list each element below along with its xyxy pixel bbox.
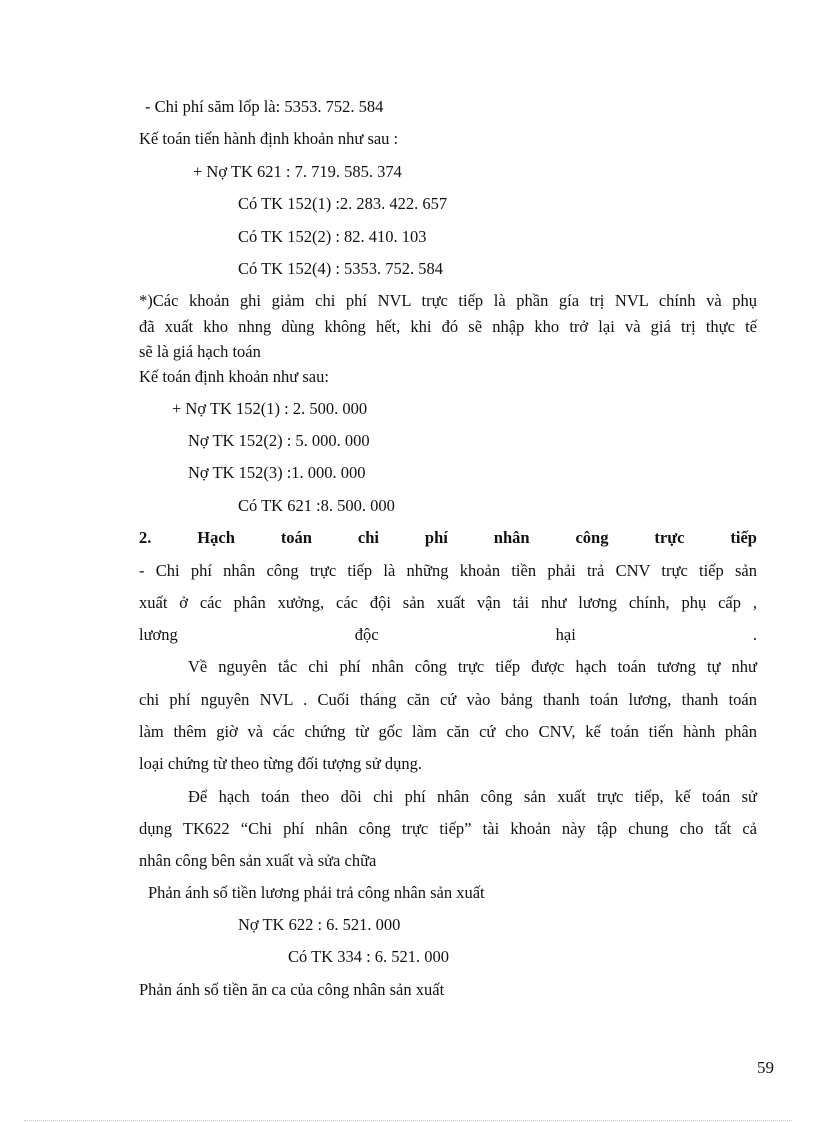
entry-line: + Nợ TK 152(1) : 2. 500. 000 xyxy=(172,399,368,418)
heading-word: trực xyxy=(654,528,685,547)
entry-line: Có TK 152(4) : 5353. 752. 584 xyxy=(238,259,444,278)
text-line: làm thêm giờ và các chứng từ gốc làm căn cứ cho CNV, kế toán tiến hành phân xyxy=(139,722,757,741)
heading-word: phí xyxy=(424,528,448,547)
text-line: dụng TK622 “Chi phí nhân công trực tiếp” tài khoản này tập chung cho tất cả xyxy=(139,819,757,838)
entry-line: Có TK 152(2) : 82. 410. 103 xyxy=(238,227,427,246)
page-bottom-rule xyxy=(24,1120,792,1121)
word: lương xyxy=(139,625,178,644)
heading-word: nhân xyxy=(493,528,530,547)
word: . xyxy=(752,625,757,644)
text-line: đã xuất kho nhng dùng không hết, khi đó sẽ nhập kho trở lại và giá trị thực tế xyxy=(139,317,757,336)
text-line: - Chi phí săm lốp là: 5353. 752. 584 xyxy=(145,97,384,116)
heading-word: Hạch xyxy=(197,528,235,547)
text-line: Về nguyên tắc chi phí nhân công trực tiếp được hạch toán tương tự như xyxy=(188,657,757,676)
text-line: Phản ánh số tiền ăn ca của công nhân sản xuất xyxy=(139,980,445,999)
heading-word: công xyxy=(575,528,609,547)
entry-line: Có TK 152(1) :2. 283. 422. 657 xyxy=(238,194,448,213)
heading-word: chi xyxy=(357,528,379,547)
text-line: chi phí nguyên NVL . Cuối tháng căn cứ vào bảng thanh toán lương, thanh toán xyxy=(139,690,757,709)
heading-word: toán xyxy=(280,528,312,547)
page-number: 59 xyxy=(757,1058,774,1077)
word: độc xyxy=(354,625,379,644)
text-line: nhân công bên sản xuất và sửa chữa xyxy=(139,851,377,870)
heading-word: tiếp xyxy=(730,528,757,547)
heading-word: 2. xyxy=(139,528,152,547)
section-heading xyxy=(139,527,757,549)
entry-line: Có TK 621 :8. 500. 000 xyxy=(238,496,395,515)
text-line: - Chi phí nhân công trực tiếp là những khoản tiền phải trả CNV trực tiếp sản xyxy=(139,561,757,580)
entry-line: Nợ TK 152(3) :1. 000. 000 xyxy=(188,463,366,482)
text-line: Kế toán định khoản như sau: xyxy=(139,367,329,386)
text-line: loại chứng từ theo từng đối tượng sử dụng. xyxy=(139,754,423,773)
text-line: Để hạch toán theo dõi chi phí nhân công sản xuất trực tiếp, kế toán sử xyxy=(188,787,757,806)
text-line: Phản ánh số tiền lương phải trả công nhân sản xuất xyxy=(148,883,485,902)
entry-line: Nợ TK 152(2) : 5. 000. 000 xyxy=(188,431,370,450)
entry-line: Có TK 334 : 6. 521. 000 xyxy=(288,947,450,966)
entry-line: + Nợ TK 621 : 7. 719. 585. 374 xyxy=(193,162,402,181)
word: hại xyxy=(555,625,576,644)
text-line: sẽ là giá hạch toán xyxy=(139,342,261,361)
entry-line: Nợ TK 622 : 6. 521. 000 xyxy=(238,915,401,934)
text-line: xuất ở các phân xưởng, các đội sản xuất vận tải như lương chính, phụ cấp , xyxy=(139,593,757,612)
text-line: Kế toán tiến hành định khoản như sau : xyxy=(139,129,399,148)
text-line: *)Các khoản ghi giảm chi phí NVL trực tiếp là phần gía trị NVL chính và phụ xyxy=(139,291,757,310)
text-line xyxy=(139,624,757,646)
